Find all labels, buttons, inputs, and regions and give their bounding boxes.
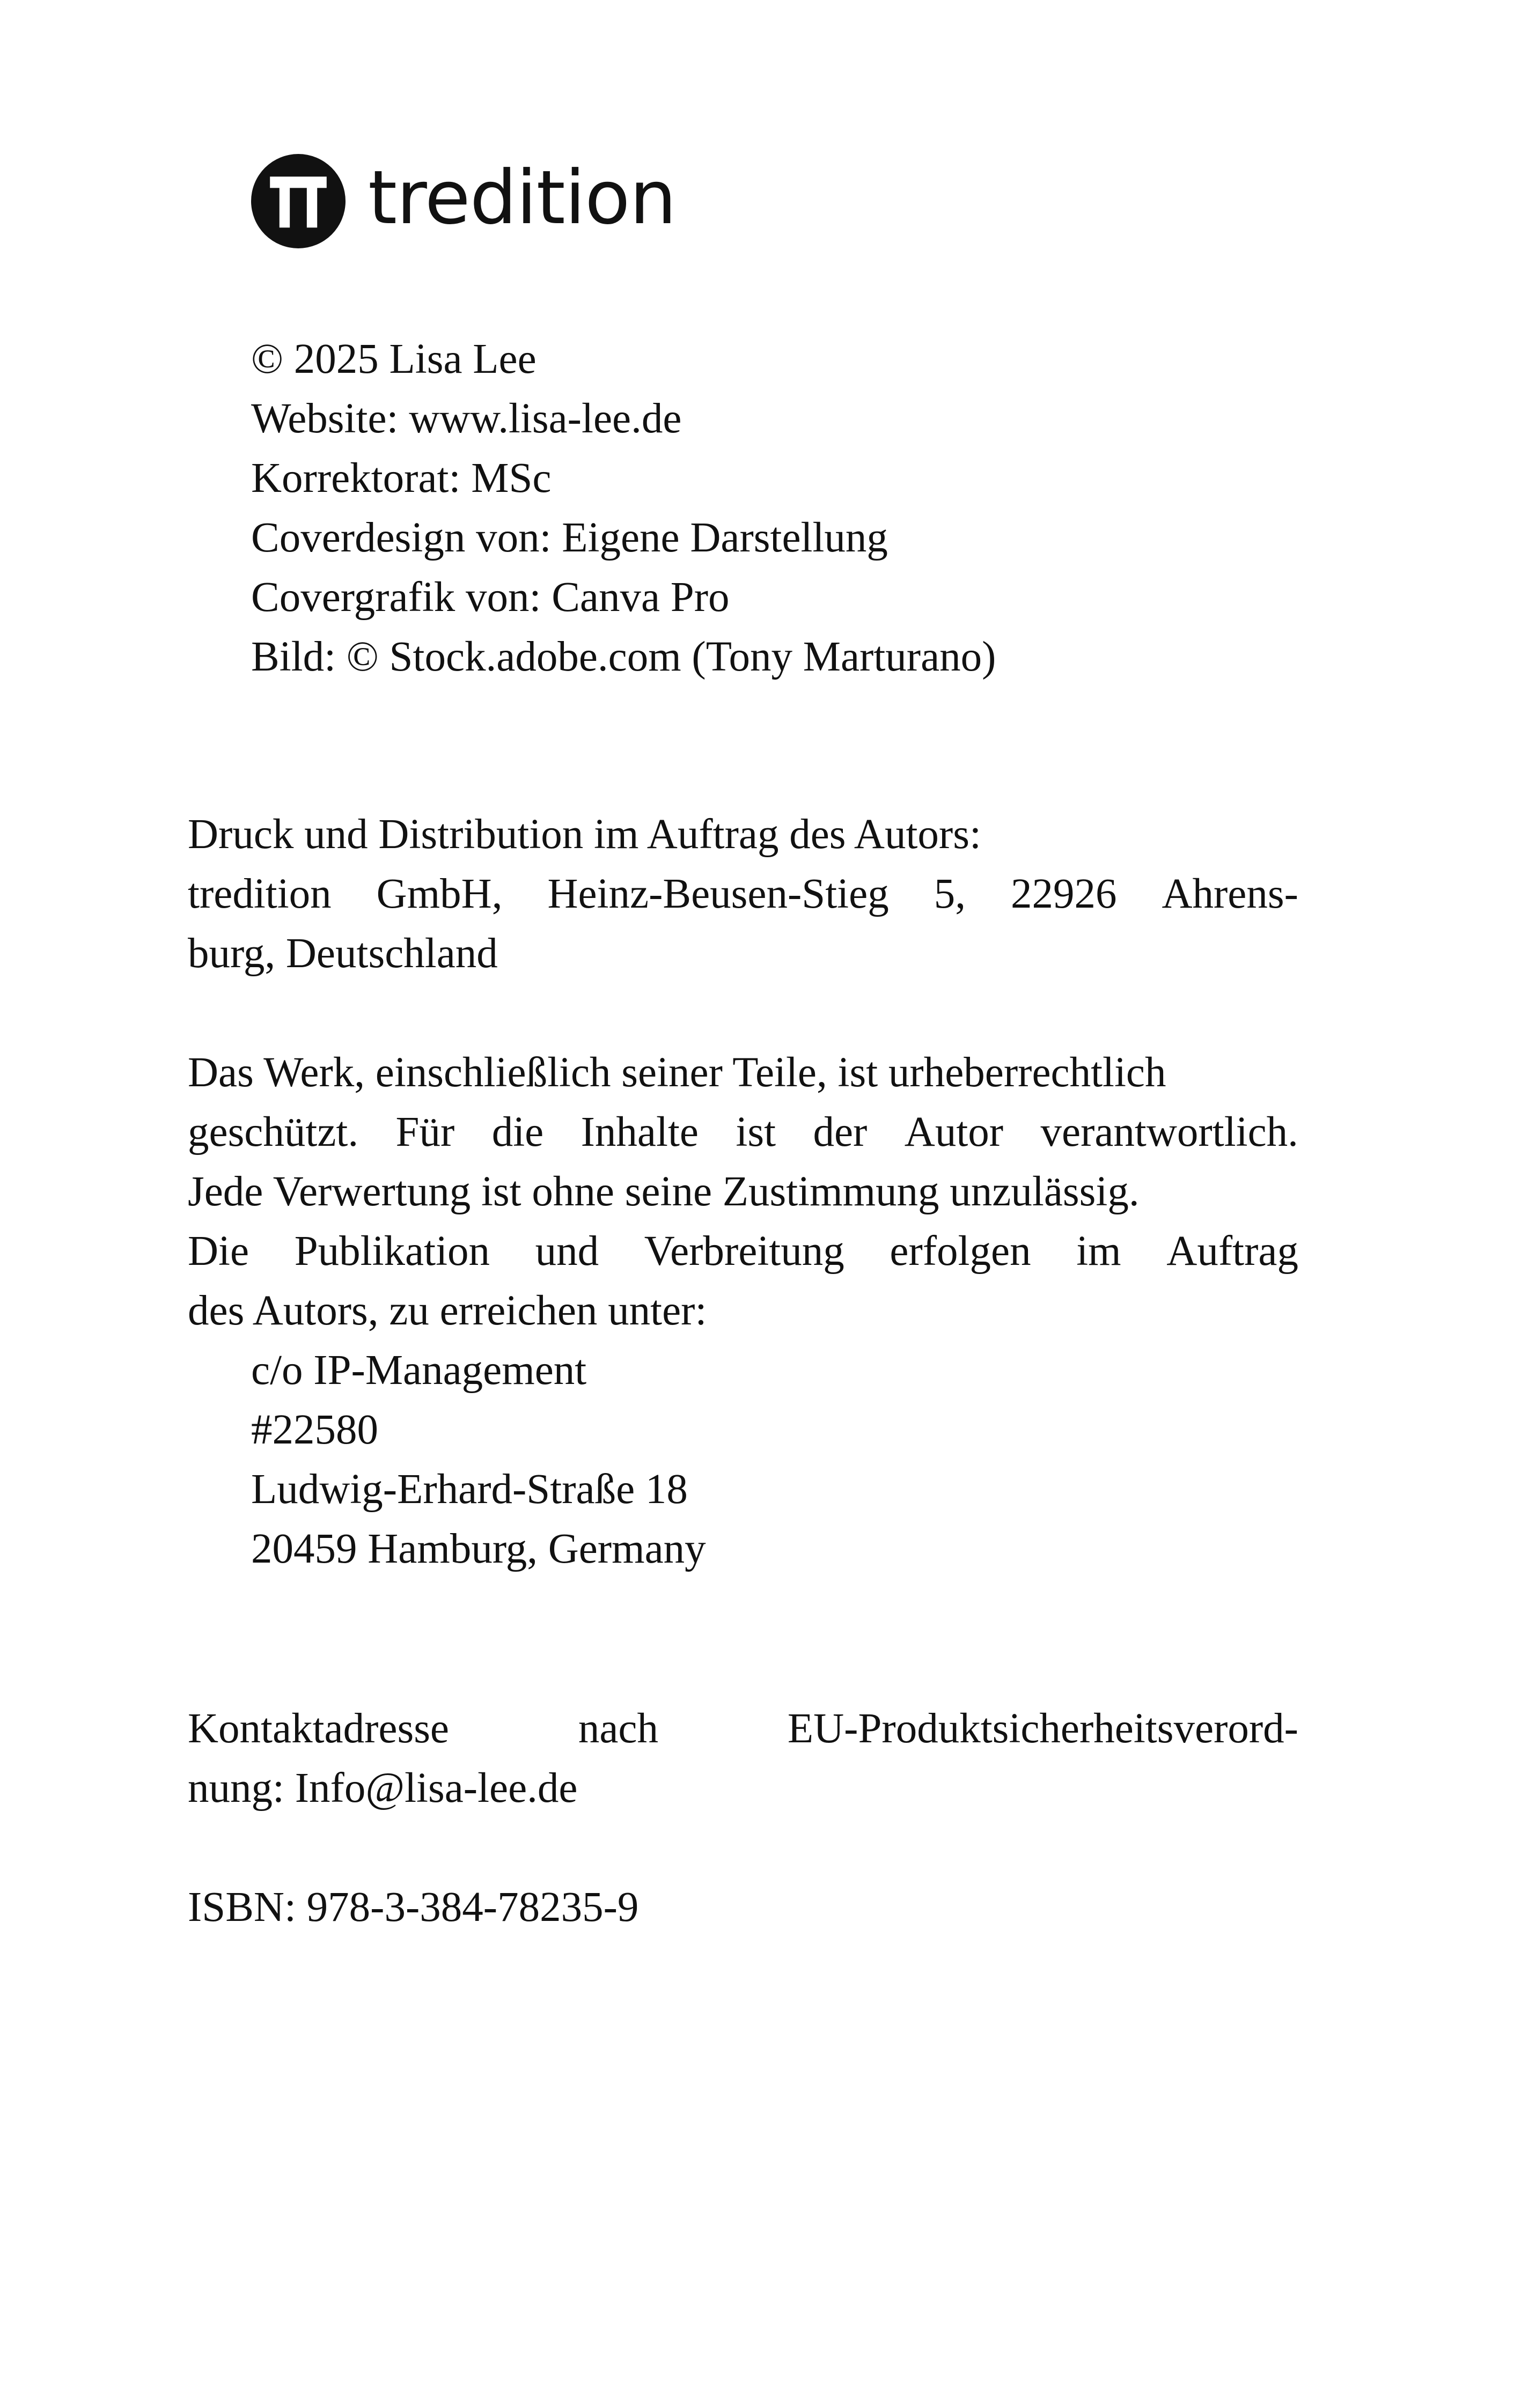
printing-word: Ahrens- xyxy=(1162,871,1298,917)
publisher-logo xyxy=(251,153,676,249)
notice-word: geschützt. xyxy=(188,1109,359,1155)
notice-word: verantwortlich. xyxy=(1040,1109,1298,1155)
notice-word: Inhalte xyxy=(581,1109,699,1155)
notice-word: im xyxy=(1076,1228,1121,1275)
notice-word: der xyxy=(813,1109,868,1155)
isbn-line: ISBN: 978-3-384-78235-9 xyxy=(188,1884,639,1931)
notice-word: ist xyxy=(736,1109,776,1155)
notice-line-1: Das Werk, einschließlich seiner Teile, ist urheberrechtlich xyxy=(188,1049,1166,1096)
website-line: Website: www.lisa-lee.de xyxy=(251,395,682,442)
notice-line-2 xyxy=(188,1111,1298,1153)
notice-word: erfolgen xyxy=(890,1228,1031,1275)
contact-word: Kontaktadresse xyxy=(188,1705,449,1752)
printing-word: 22926 xyxy=(1010,871,1117,917)
contact-line-2: nung: Info@lisa-lee.de xyxy=(188,1765,578,1811)
image-credit-line: Bild: © Stock.adobe.com (Tony Marturano) xyxy=(251,634,996,680)
address-line-2: #22580 xyxy=(251,1406,378,1453)
publisher-logo-text: tredition xyxy=(368,154,676,241)
address-line-1: c/o IP-Management xyxy=(251,1347,587,1394)
contact-word: EU-Produktsicherheitsverord- xyxy=(787,1705,1298,1752)
cover-graphic-line: Covergrafik von: Canva Pro xyxy=(251,574,730,621)
address-line-4: 20459 Hamburg, Germany xyxy=(251,1526,706,1572)
printing-word: tredition xyxy=(188,871,332,917)
notice-word: Publikation xyxy=(294,1228,490,1275)
printing-word: GmbH, xyxy=(376,871,503,917)
printing-line-2 xyxy=(188,873,1298,915)
notice-word: Verbreitung xyxy=(644,1228,844,1275)
copyright-line: © 2025 Lisa Lee xyxy=(251,336,537,382)
cover-design-line: Coverdesign von: Eigene Darstellung xyxy=(251,514,888,561)
printing-line-1: Druck und Distribution im Auftrag des Autors: xyxy=(188,811,981,858)
address-line-3: Ludwig-Erhard-Straße 18 xyxy=(251,1466,688,1513)
notice-line-4 xyxy=(188,1228,1298,1275)
notice-word: Die xyxy=(188,1228,249,1275)
notice-word: die xyxy=(491,1109,544,1155)
contact-line-1 xyxy=(188,1707,1298,1750)
proofreading-line: Korrektorat: MSc xyxy=(251,455,552,502)
printing-word: 5, xyxy=(934,871,966,917)
notice-line-3: Jede Verwertung ist ohne seine Zustimmung unzulässig. xyxy=(188,1168,1140,1215)
notice-word: Auftrag xyxy=(1166,1228,1298,1275)
printing-line-3: burg, Deutschland xyxy=(188,930,498,977)
contact-word: nach xyxy=(578,1705,658,1752)
notice-line-5: des Autors, zu erreichen unter: xyxy=(188,1287,707,1334)
notice-word: und xyxy=(535,1228,599,1275)
notice-word: Für xyxy=(395,1109,455,1155)
notice-word: Autor xyxy=(904,1109,1004,1155)
tredition-logo-icon xyxy=(251,154,346,248)
printing-word: Heinz-Beusen-Stieg xyxy=(547,871,889,917)
